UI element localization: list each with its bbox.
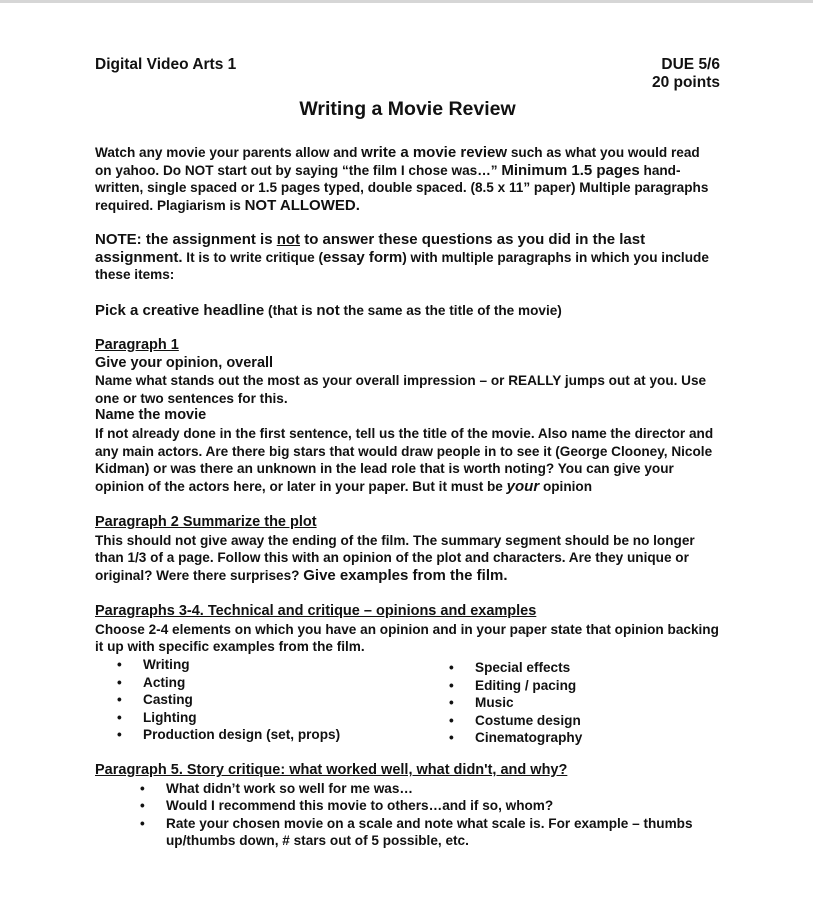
list-item: • Music	[427, 694, 717, 712]
note-text: NOTE: the assignment is	[95, 231, 277, 248]
list-item: • Would I recommend this movie to others…and if so, whom?	[95, 797, 720, 815]
intro-text: Watch any movie your parents allow and	[95, 145, 362, 160]
list-item: • Editing / pacing	[427, 677, 717, 695]
note-text: to answer these questions as you did in the last assignment.	[95, 231, 646, 266]
intro-emphasis: write a movie review	[361, 144, 508, 161]
paragraph-1-opinion-text: Name what stands out the most as your overall impression – or REALLY jumps out at you. Use one or two sentences for this.	[95, 373, 707, 406]
headline-label: Pick a creative headline	[95, 302, 265, 319]
note-text: It is to write critique (	[182, 249, 324, 265]
p2-text: This should not give away the ending of the film. The summary segment should be no longer than 1/3 of a page. Follow this with an opinion of the plot and characters. Are they unique or original? Were there surprises?	[95, 532, 695, 583]
list-item: • Acting	[95, 674, 415, 692]
headline-text: the same as the title of the movie)	[339, 303, 562, 318]
list-item: • Special effects	[427, 659, 717, 677]
page-top-border	[0, 0, 813, 3]
note-emphasis: essay form	[323, 248, 403, 266]
list-item: • Casting	[95, 691, 415, 709]
note-paragraph	[95, 231, 720, 284]
paragraph-2-heading: Paragraph 2 Summarize the plot	[95, 514, 317, 530]
list-item: • Production design (set, props)	[95, 726, 415, 744]
movie-emphasis: your	[506, 477, 540, 495]
paragraph-5-section	[95, 762, 720, 850]
due-date: DUE 5/6	[661, 56, 720, 73]
headline-emphasis: not	[316, 302, 340, 319]
course-name: Digital Video Arts 1	[95, 56, 237, 73]
list-item: • What didn’t work so well for me was…	[95, 780, 720, 798]
intro-text: such as what you would read on yahoo. Do NOT start out by saying “the film I chose was…”	[95, 145, 700, 178]
elements-list-right	[427, 659, 717, 747]
intro-emphasis: Minimum 1.5 pages	[501, 161, 640, 179]
paragraph-2-section	[95, 514, 720, 584]
note-emphasis: not	[276, 231, 301, 248]
due-block	[652, 56, 720, 92]
paragraph-3-4-section	[95, 603, 720, 656]
movie-text: opinion	[539, 478, 593, 494]
headline-instruction	[95, 302, 720, 320]
p2-emphasis: Give examples from the film.	[303, 566, 508, 584]
list-item: • Costume design	[427, 712, 717, 730]
intro-paragraph	[95, 144, 720, 214]
paragraph-1-subheading-opinion: Give your opinion, overall	[95, 354, 274, 371]
list-item: • Cinematography	[427, 729, 717, 747]
list-item: • Rate your chosen movie on a scale and note what scale is. For example – thumbs up/thumbs down, # stars out of 5 possible, etc.	[95, 815, 720, 850]
paragraph-5-list	[95, 780, 720, 850]
intro-text: hand-written, single spaced or 1.5 pages typed, double spaced. (8.5 x 11” paper) Multiple paragraphs required. Plagiarism is	[95, 162, 709, 213]
paragraph-1-subheading-movie: Name the movie	[95, 407, 207, 424]
movie-text: If not already done in the first sentence, tell us the title of the movie. Also name the director and any main actors. Are there big stars that would draw people in to see it (George Clooney, Nicole Kidman) or was there an unknown in the lead role that is worth noting? You can give your opinion of the actors here, or later in your paper. But it must be	[95, 425, 714, 494]
intro-emphasis: NOT ALLOWED.	[244, 196, 360, 214]
points: 20 points	[651, 74, 720, 91]
note-text: ) with multiple paragraphs in which you include these items:	[95, 249, 709, 283]
paragraph-3-4-heading: Paragraphs 3-4. Technical and critique – opinions and examples	[95, 603, 537, 619]
list-item: • Lighting	[95, 709, 415, 727]
paragraph-1-section	[95, 337, 720, 495]
document-title: Writing a Movie Review	[299, 98, 516, 120]
paragraph-5-heading: Paragraph 5. Story critique: what worked well, what didn't, and why?	[95, 762, 568, 778]
paragraph-3-4-text: Choose 2-4 elements on which you have an opinion and in your paper state that opinion backing it up with specific examples from the film.	[95, 621, 719, 655]
paragraph-1-heading: Paragraph 1	[95, 337, 179, 353]
list-item: • Writing	[95, 656, 415, 674]
paragraph-2-text	[95, 532, 720, 585]
headline-text: (that is	[264, 303, 317, 318]
paragraph-1-movie-text	[95, 425, 720, 495]
elements-list-left	[95, 656, 415, 744]
